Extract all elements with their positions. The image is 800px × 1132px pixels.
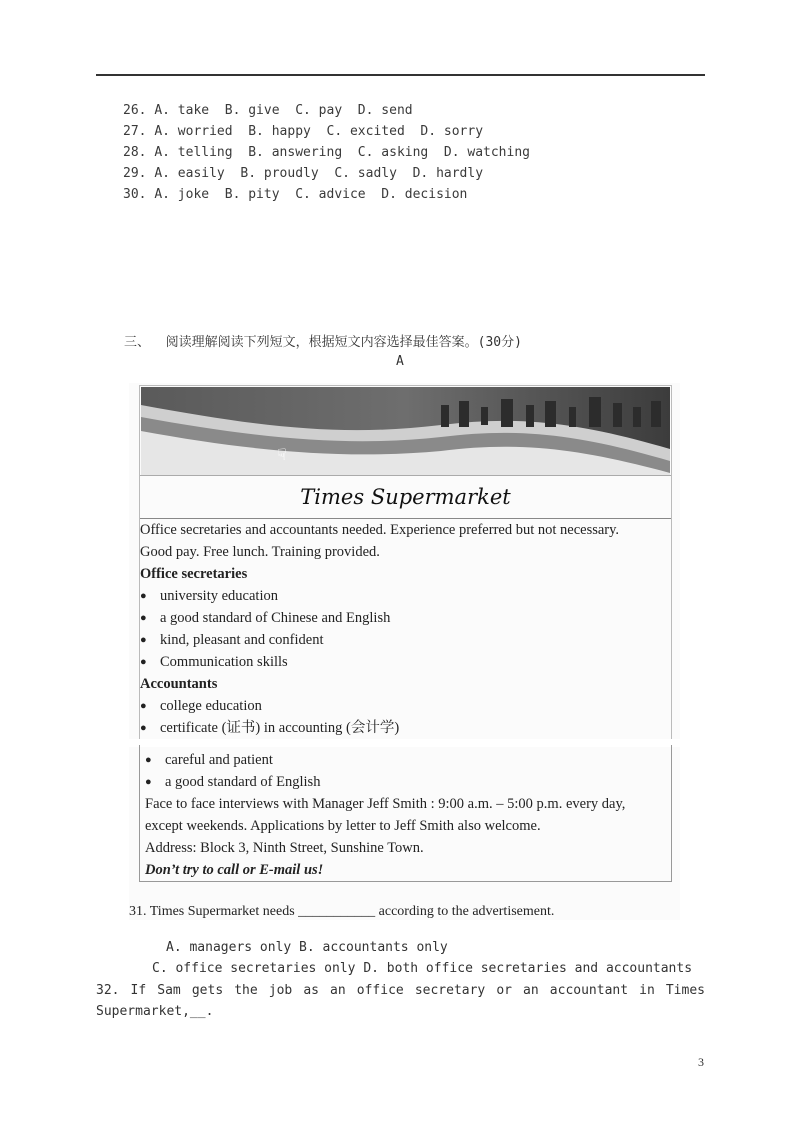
section-heading: 三、 阅读理解阅读下列短文，根据短文内容选择最佳答案。(30分) bbox=[124, 335, 522, 350]
question-32-line-2: Supermarket,__. bbox=[96, 1004, 214, 1019]
secretaries-item: ● kind, pleasant and confident bbox=[140, 629, 619, 651]
ad-title-row bbox=[140, 475, 671, 519]
ad-intro-2: Good pay. Free lunch. Training provided. bbox=[140, 544, 380, 560]
secretaries-item: ● university education bbox=[140, 585, 619, 607]
accountants-item: ● college education bbox=[140, 695, 619, 717]
question-31-options-line-2: C. office secretaries only D. both office secretaries and accountants bbox=[152, 961, 693, 976]
advertisement-image bbox=[129, 383, 680, 920]
image-seam bbox=[129, 739, 680, 747]
interview-line-1: Face to face interviews with Manager Jeff Smith : 9:00 a.m. – 5:00 p.m. every day, bbox=[145, 796, 626, 812]
question-31-stem: 31. Times Supermarket needs ___________ according to the advertisement. bbox=[129, 904, 555, 919]
question-27: 27. A. worried B. happy C. excited D. sorry bbox=[123, 124, 484, 139]
passage-letter: A bbox=[396, 354, 404, 369]
interview-line-2: except weekends. Applications by letter to Jeff Smith also welcome. bbox=[145, 818, 541, 834]
question-30: 30. A. joke B. pity C. advice D. decision bbox=[123, 187, 468, 202]
accountants-heading: Accountants bbox=[140, 676, 218, 692]
banner-wave-graphic bbox=[141, 387, 670, 475]
address-line: Address: Block 3, Ninth Street, Sunshine Town. bbox=[145, 840, 424, 856]
cloze-options-list bbox=[123, 100, 530, 205]
header-rule bbox=[96, 74, 705, 76]
ad-intro-1: Office secretaries and accountants needed. Experience preferred but not necessary. bbox=[140, 522, 620, 538]
banner-photo bbox=[141, 387, 670, 475]
secretaries-heading: Office secretaries bbox=[140, 566, 248, 582]
ad-body-bottom bbox=[145, 749, 667, 881]
secretaries-item: ● a good standard of Chinese and English bbox=[140, 607, 619, 629]
ad-body-top bbox=[140, 519, 619, 739]
question-32-line-1: 32. If Sam gets the job as an office secretary or an accountant in Times bbox=[96, 983, 705, 998]
secretaries-item: ● Communication skills bbox=[140, 651, 619, 673]
question-28: 28. A. telling B. answering C. asking D. watching bbox=[123, 145, 530, 160]
page-number: 3 bbox=[698, 1055, 704, 1069]
accountants-item: ● careful and patient bbox=[145, 749, 667, 771]
ad-title: Times Supermarket bbox=[300, 485, 511, 509]
hand-cursor-icon: ☟ bbox=[277, 445, 287, 464]
question-26: 26. A. take B. give C. pay D. send bbox=[123, 103, 413, 118]
accountants-item: ● a good standard of English bbox=[145, 771, 667, 793]
question-31-options-line-1: A. managers only B. accountants only bbox=[166, 940, 448, 955]
question-29: 29. A. easily B. proudly C. sadly D. hardly bbox=[123, 166, 484, 181]
accountants-item: ● certificate (证书) in accounting (会计学) bbox=[140, 717, 619, 739]
contact-note: Don’t try to call or E-mail us! bbox=[145, 862, 324, 878]
